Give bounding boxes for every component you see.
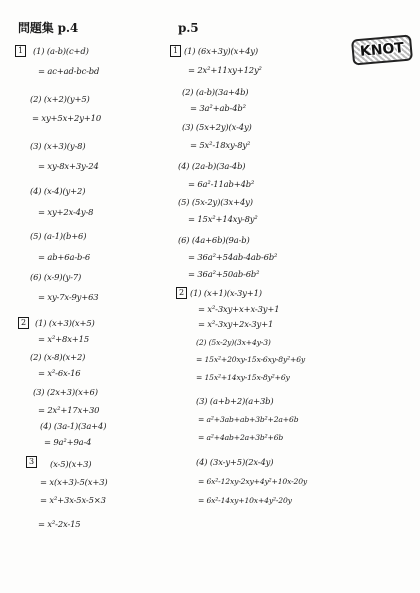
problem: (3) (2x+3)(x+6) bbox=[33, 387, 98, 397]
answer-line: = x²-3xy+x+x-3y+1 bbox=[198, 304, 280, 314]
answer-line: = 3a²+ab-4b² bbox=[190, 103, 246, 113]
answer-line: = x²+3x-5x-5×3 bbox=[40, 495, 106, 505]
problem: (6) (4a+6b)(9a-b) bbox=[178, 235, 250, 245]
answer-line: = xy-8x+3y-24 bbox=[38, 161, 99, 171]
answer-line: = x²-2x-15 bbox=[38, 519, 81, 529]
problem: (6) (x-9)(y-7) bbox=[30, 272, 82, 282]
answer-line: = xy-7x-9y+63 bbox=[38, 292, 99, 302]
knot-logo bbox=[351, 34, 413, 65]
problem: (4) (2a-b)(3a-4b) bbox=[178, 161, 246, 171]
problem: (2) (5x-2y)(3x+4y-3) bbox=[196, 338, 271, 347]
problem: (x-5)(x+3) bbox=[50, 459, 92, 469]
answer-line: = x²-6x-16 bbox=[38, 368, 81, 378]
answer-line: = xy+2x-4y-8 bbox=[38, 207, 94, 217]
section-number: 2 bbox=[176, 287, 187, 299]
answer-line: = x²-3xy+2x-3y+1 bbox=[198, 319, 274, 329]
answer-line: = ab+6a-b-6 bbox=[38, 252, 91, 262]
right-page-label: p.5 bbox=[178, 21, 199, 35]
problem: (3) (5x+2y)(x-4y) bbox=[182, 122, 252, 132]
answer-line: = 36a²+54ab-4ab-6b² bbox=[188, 252, 278, 262]
problem: (3) (x+3)(y-8) bbox=[30, 141, 86, 151]
problem: (2) (x-8)(x+2) bbox=[30, 352, 86, 362]
problem: (1) (x+3)(x+5) bbox=[35, 318, 95, 328]
answer-line: = x²+8x+15 bbox=[38, 334, 90, 344]
answer-line: = x(x+3)-5(x+3) bbox=[40, 477, 108, 487]
problem: (5) (5x-2y)(3x+4y) bbox=[178, 197, 253, 207]
section-number: 1 bbox=[170, 45, 181, 57]
problem: (4) (x-4)(y+2) bbox=[30, 186, 86, 196]
answer-line: = 15x²+14xy-8y² bbox=[188, 214, 258, 224]
answer-line: = a²+3ab+ab+3b²+2a+6b bbox=[198, 415, 299, 424]
section-number: 1 bbox=[15, 45, 26, 57]
answer-line: = 15x²+14xy-15x-8y²+6y bbox=[196, 373, 290, 382]
problem: (4) (3x-y+5)(2x-4y) bbox=[196, 457, 274, 467]
answer-line: = ac+ad-bc-bd bbox=[38, 66, 100, 76]
problem: (2) (x+2)(y+5) bbox=[30, 94, 90, 104]
problem: (2) (a-b)(3a+4b) bbox=[182, 87, 249, 97]
logo-text: KNOT bbox=[351, 34, 413, 65]
answer-line: = 9a²+9a-4 bbox=[44, 437, 92, 447]
answer-line: = 2x²+11xy+12y² bbox=[188, 65, 262, 75]
answer-line: = xy+5x+2y+10 bbox=[32, 113, 102, 123]
answer-line: = a²+4ab+2a+3b²+6b bbox=[198, 433, 284, 442]
problem: (1) (x+1)(x-3y+1) bbox=[190, 288, 262, 298]
problem: (1) (6x+3y)(x+4y) bbox=[184, 46, 258, 56]
answer-line: = 36a²+50ab-6b² bbox=[188, 269, 260, 279]
answer-line: = 6x²-14xy+10x+4y²-20y bbox=[198, 496, 292, 505]
answer-line: = 2x²+17x+30 bbox=[38, 405, 100, 415]
problem: (5) (a-1)(b+6) bbox=[30, 231, 87, 241]
problem: (3) (a+b+2)(a+3b) bbox=[196, 396, 274, 406]
answer-line: = 6a²-11ab+4b² bbox=[188, 179, 255, 189]
problem: (4) (3a-1)(3a+4) bbox=[40, 421, 107, 431]
left-page-label: 問題集 p.4 bbox=[18, 21, 79, 35]
answer-line: = 6x²-12xy-2xy+4y²+10x-20y bbox=[198, 477, 308, 486]
section-number: 2 bbox=[18, 317, 29, 329]
section-number: 3 bbox=[26, 456, 37, 468]
answer-line: = 5x²-18xy-8y² bbox=[190, 140, 251, 150]
answer-line: = 15x²+20xy-15x-6xy-8y²+6y bbox=[196, 355, 306, 364]
problem: (1) (a-b)(c+d) bbox=[33, 46, 89, 56]
